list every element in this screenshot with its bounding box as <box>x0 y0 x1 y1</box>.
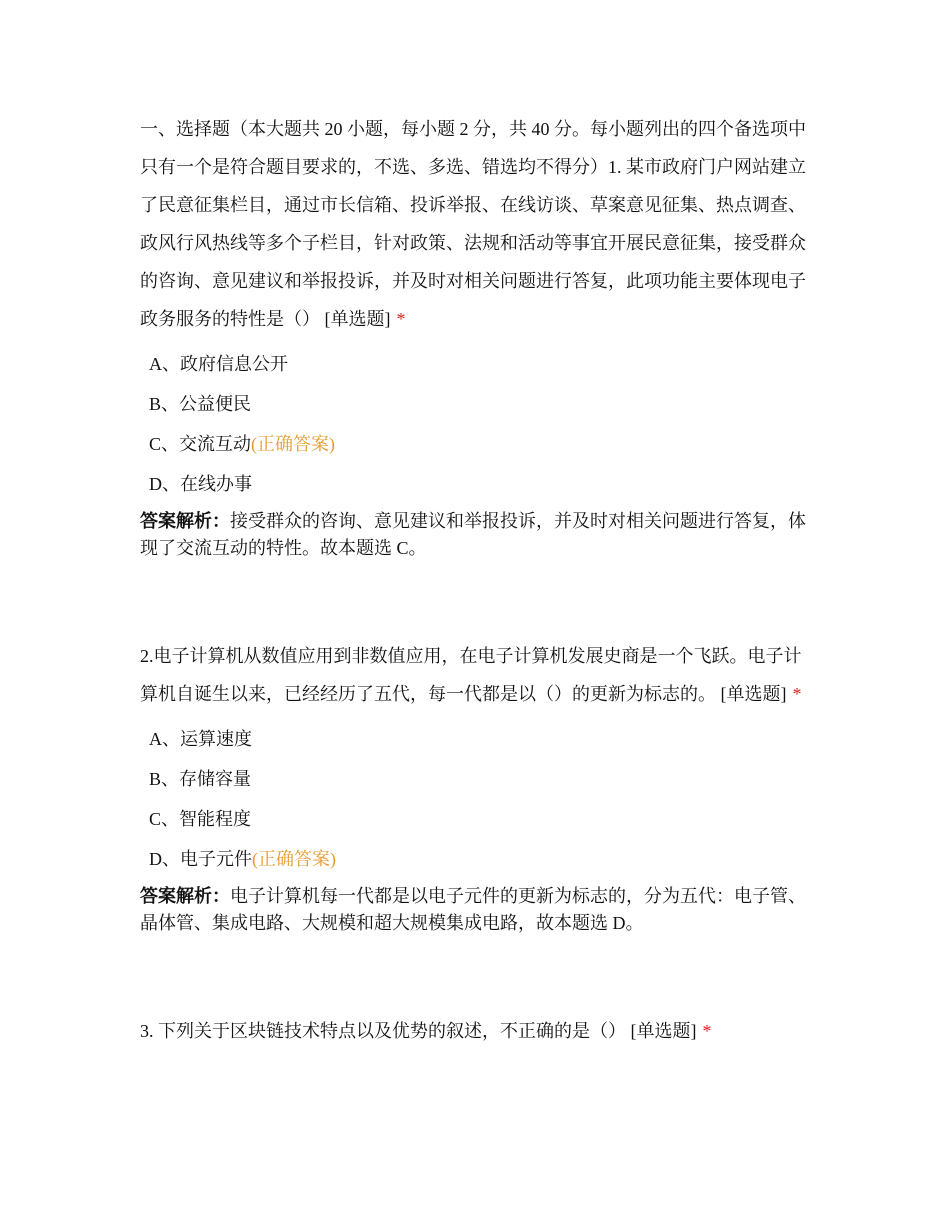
option-c <box>140 799 816 839</box>
analysis-text: 接受群众的咨询、意见建议和举报投诉，并及时对相关问题进行答复，体现了交流互动的特性。故本题选 C。 <box>140 511 806 558</box>
analysis-label: 答案解析： <box>140 511 230 531</box>
option-list <box>140 719 816 879</box>
option-text: C、交流互动 <box>149 434 252 454</box>
option-c <box>140 424 816 464</box>
required-mark: * <box>792 684 802 704</box>
answer-analysis <box>140 508 816 562</box>
option-text: B、公益便民 <box>149 394 252 414</box>
option-list <box>140 344 816 504</box>
correct-answer-tag: (正确答案) <box>251 434 336 454</box>
question-stem-text: 3. 下列关于区块链技术特点以及优势的叙述，不正确的是（） [单选题] <box>140 1021 697 1041</box>
option-text: C、智能程度 <box>149 809 252 829</box>
option-d <box>140 464 816 504</box>
correct-answer-tag: (正确答案) <box>252 849 336 869</box>
required-mark: * <box>396 309 406 329</box>
option-a <box>140 719 816 759</box>
exam-page <box>140 110 816 1050</box>
question-stem-text: 一、选择题（本大题共 20 小题，每小题 2 分，共 40 分。每小题列出的四个备选项中只有一个是符合题目要求的，不选、多选、错选均不得分）1. 某市政府门户网站建立了民意征集栏目，通过市长信箱、投诉举报、在线访谈、草案意见征集、热点调查、政风行风热线等多个子栏目，针对政策、法规和活动等事宜开展民意征集，接受群众的咨询、意见建议和举报投诉，并及时对相关问题进行答复，此项功能主要体现电子政务服务的特性是（） [单选题] <box>140 119 806 329</box>
question-stem-text: 2.电子计算机从数值应用到非数值应用，在电子计算机发展史商是一个飞跃。电子计算机自诞生以来，已经经历了五代，每一代都是以（）的更新为标志的。 [单选题] <box>140 646 802 704</box>
answer-analysis <box>140 883 816 937</box>
question-2 <box>140 637 816 937</box>
question-3 <box>140 1012 816 1050</box>
option-text: A、运算速度 <box>149 729 252 749</box>
analysis-text: 电子计算机每一代都是以电子元件的更新为标志的，分为五代：电子管、晶体管、集成电路、大规模和超大规模集成电路，故本题选 D。 <box>140 886 806 933</box>
analysis-label: 答案解析： <box>140 886 230 906</box>
question-1 <box>140 110 816 562</box>
option-b <box>140 759 816 799</box>
option-text: D、电子元件 <box>149 849 252 869</box>
option-a <box>140 344 816 384</box>
option-text: D、在线办事 <box>149 474 252 494</box>
question-stem <box>140 637 816 713</box>
required-mark: * <box>702 1021 712 1041</box>
option-d <box>140 839 816 879</box>
question-stem <box>140 110 816 338</box>
question-stem <box>140 1012 816 1050</box>
option-text: B、存储容量 <box>149 769 252 789</box>
option-b <box>140 384 816 424</box>
option-text: A、政府信息公开 <box>149 354 288 374</box>
